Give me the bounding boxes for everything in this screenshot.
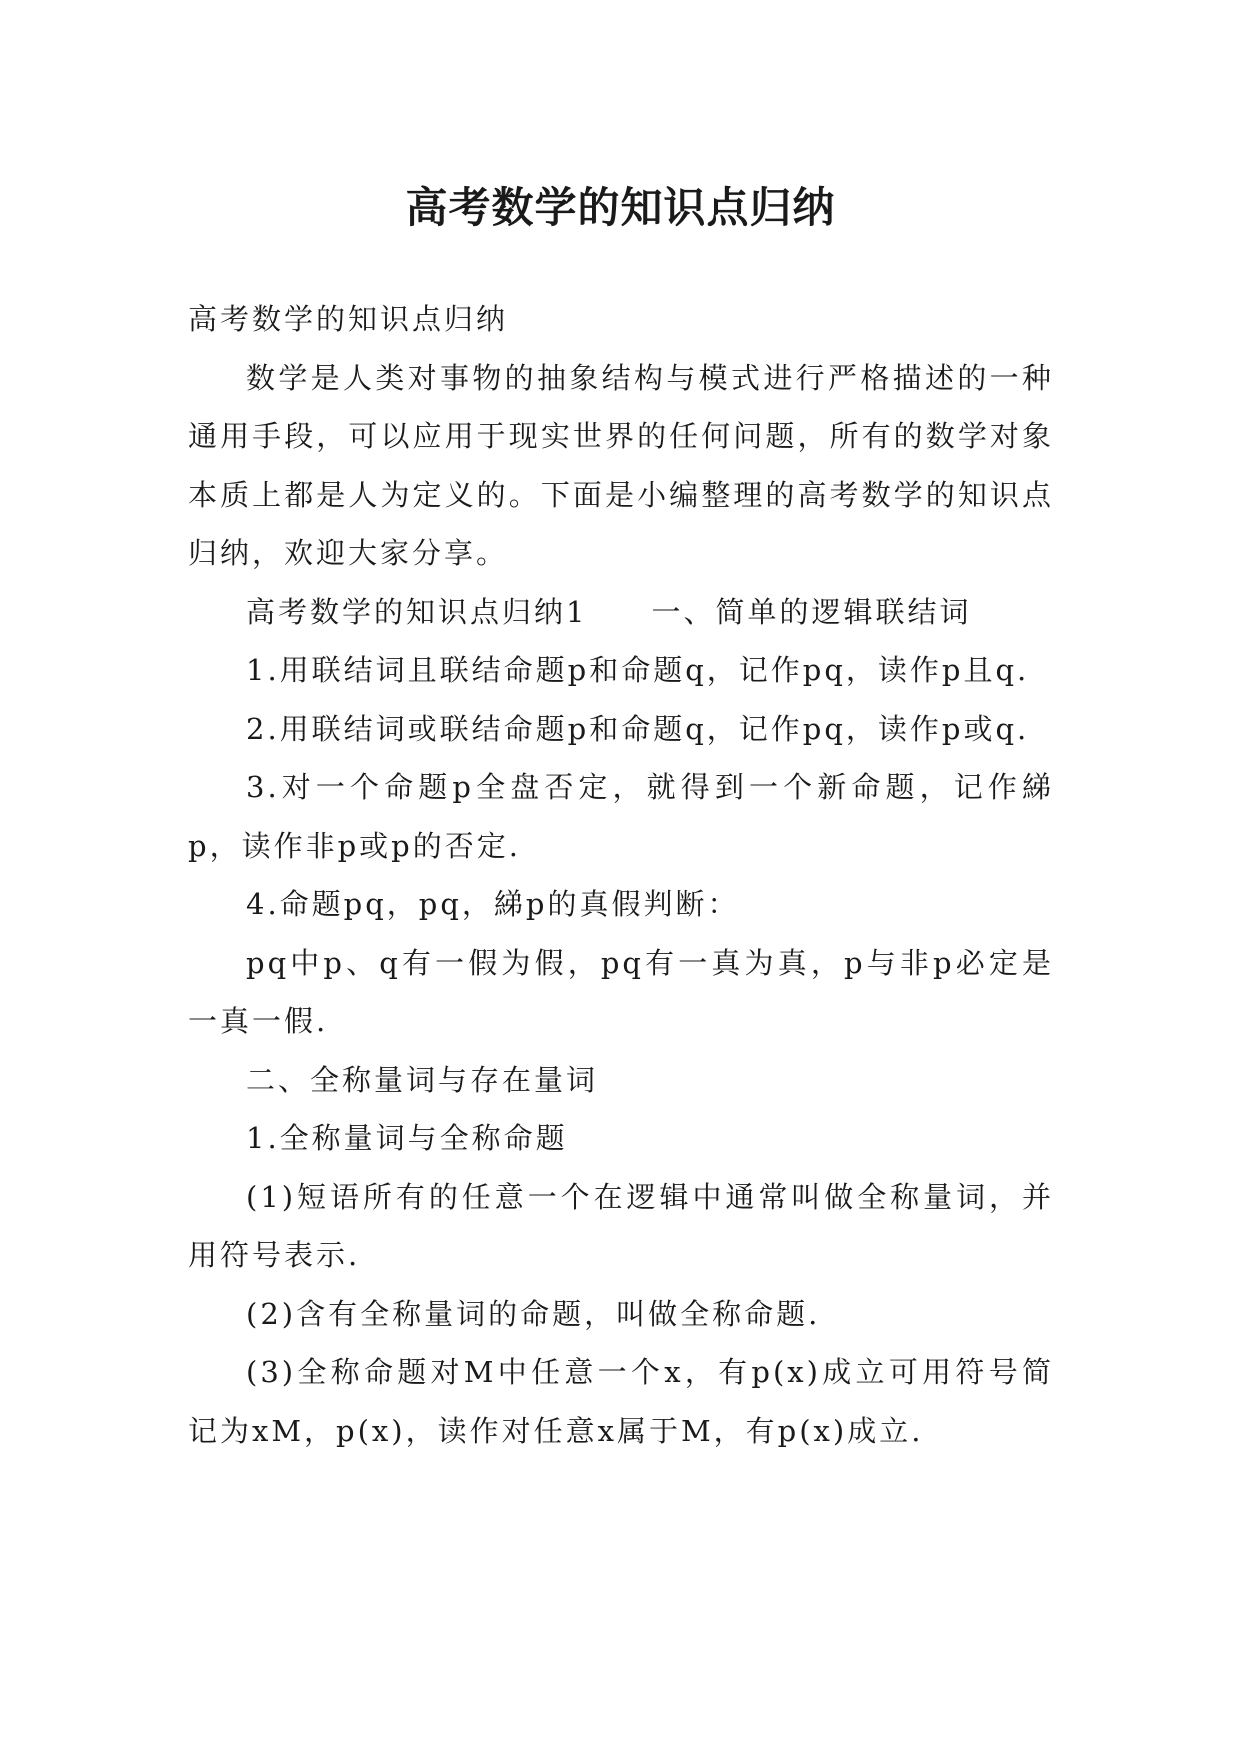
paragraph-item-4: 4.命题pq，pq，綈p的真假判断：	[246, 887, 740, 921]
document-body	[188, 290, 1054, 1460]
section-heading-2: 二、全称量词与存在量词	[246, 1062, 599, 1097]
paragraph-item-2: 2.用联结词或联结命题p和命题q，记作pq，读作p或q.	[246, 711, 1030, 746]
paragraph-heading: 高考数学的知识点归纳	[188, 302, 509, 336]
paragraph-sub-2: (2)含有全称量词的命题，叫做全称命题.	[246, 1296, 821, 1331]
paragraph-sub-3: (3)全称命题对M中任意一个x，有p(x)成立可用符号简记为xM，p(x)，读作对任意x属于M，有p(x)成立.	[188, 1355, 1054, 1448]
paragraph-sub-1: (1)短语所有的任意一个在逻辑中通常叫做全称量词，并用符号表示.	[188, 1179, 1054, 1272]
paragraph-intro: 数学是人类对事物的抽象结构与模式进行严格描述的一种通用手段，可以应用于现实世界的任何问题，所有的数学对象本质上都是人为定义的。下面是小编整理的高考数学的知识点归纳，欢迎大家分享。	[188, 360, 1054, 570]
paragraph-item-3: 3.对一个命题p全盘否定，就得到一个新命题，记作綈p，读作非p或p的否定.	[188, 770, 1054, 863]
paragraph-truth-rule: pq中p、q有一假为假，pq有一真为真，p与非p必定是一真一假.	[188, 945, 1054, 1038]
section-heading-1: 高考数学的知识点归纳1 一、简单的逻辑联结词	[246, 594, 972, 629]
document-title: 高考数学的知识点归纳	[405, 183, 836, 233]
subsection-heading: 1.全称量词与全称命题	[246, 1121, 568, 1155]
paragraph-item-1: 1.用联结词且联结命题p和命题q，记作pq，读作p且q.	[246, 653, 1030, 687]
